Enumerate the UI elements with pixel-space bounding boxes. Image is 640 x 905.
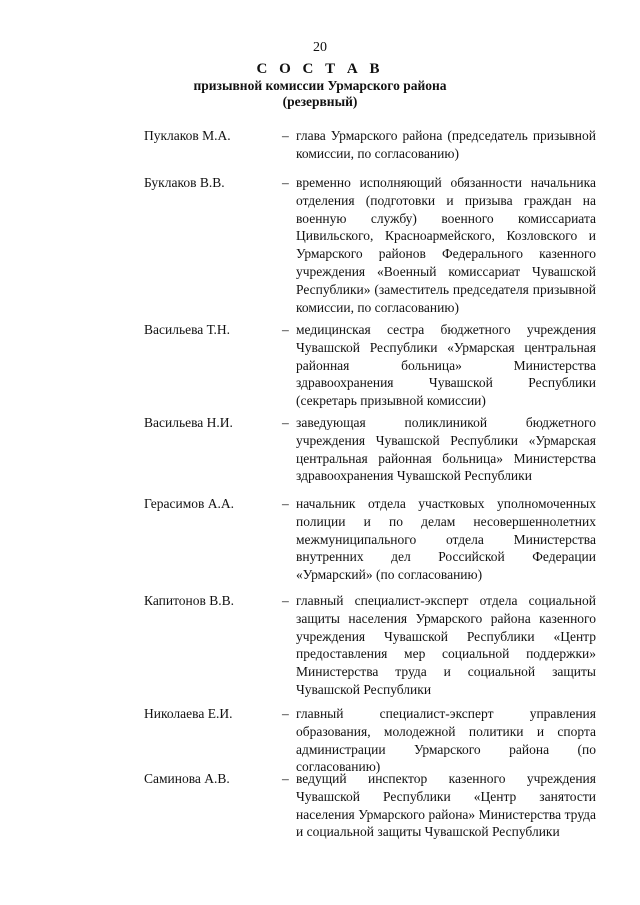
member-name: Николаева Е.И. — [144, 706, 233, 721]
page-number: 20 — [313, 40, 327, 55]
member-dash: – — [282, 496, 289, 511]
member-dash: – — [282, 322, 289, 337]
member-description: начальник отдела участковых уполномоченных полиции и по делам несовершеннолетних межмуниципального отдела Министерства внутренних дел Российской Федерации «Урмарский» (по согласованию) — [296, 496, 596, 583]
document-header — [0, 61, 640, 110]
member-name: Буклаков В.В. — [144, 175, 225, 190]
document-subtitle: призывной комиссии Урмарского района — [193, 78, 447, 93]
member-description: главный специалист-эксперт отдела социальной защиты населения Урмарского района казенного учреждения Чувашской Республики «Центр предоставления мер социальной поддержки» Министерства труда и социальной защиты Чувашской Республики — [296, 593, 596, 697]
member-description: заведующая поликлиникой бюджетного учреждения Чувашской Республики «Урмарская центральная районная больница» Министерства здравоохранения Чувашской Республики — [296, 415, 596, 484]
member-description: главный специалист-эксперт управления образования, молодежной политики и спорта администрации Урмарского района (по согласованию) — [296, 706, 596, 775]
member-dash: – — [282, 706, 289, 721]
member-description: глава Урмарского района (председатель призывной комиссии, по согласованию) — [296, 128, 596, 161]
member-dash: – — [282, 771, 289, 786]
member-description: ведущий инспектор казенного учреждения Чувашской Республики «Центр занятости населения Урмарского района» Министерства труда и социальной защиты Чувашской Республики — [296, 771, 596, 840]
member-name: Пуклаков М.А. — [144, 128, 231, 143]
member-name: Васильева Н.И. — [144, 415, 233, 430]
document-note: (резервный) — [282, 94, 358, 109]
member-name: Герасимов А.А. — [144, 496, 235, 511]
document-title: С О С Т А В — [256, 61, 384, 77]
member-name: Васильева Т.Н. — [144, 322, 231, 337]
member-dash: – — [282, 415, 289, 430]
member-dash: – — [282, 128, 289, 143]
member-name: Саминова А.В. — [144, 771, 230, 786]
member-description: медицинская сестра бюджетного учреждения Чувашской Республики «Урмарская центральная районная больница» Министерства здравоохранения Чувашской Республики (секретарь призывной комиссии) — [296, 322, 596, 409]
member-dash: – — [282, 175, 289, 190]
member-name: Капитонов В.В. — [144, 593, 235, 608]
member-description: временно исполняющий обязанности начальника отделения (подготовки и призыва граждан на военную службу) военного комиссариата Цивильского, Красноармейского, Козловского и Урмарского районов Федерального казенного учреждения «Военный комиссариат Чувашской Республики» (заместитель председателя призывной комиссии, по согласованию) — [296, 175, 596, 315]
member-dash: – — [282, 593, 289, 608]
